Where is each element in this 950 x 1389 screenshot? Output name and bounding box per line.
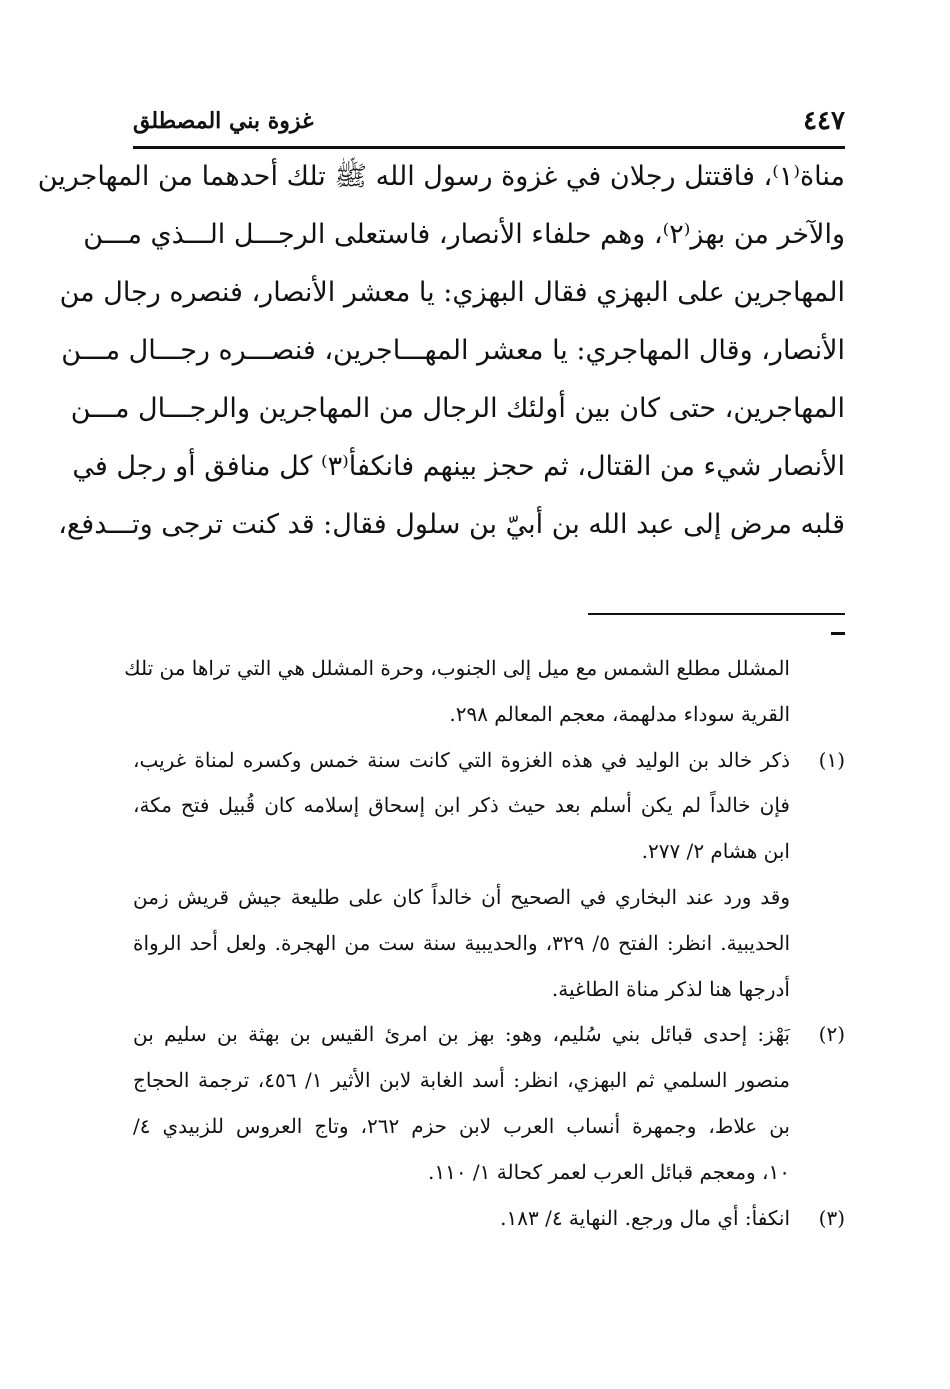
main-text-line: الأنصار، وقال المهاجري: يا معشر المهـــاجرين، فنصـــره رجـــال مـــن bbox=[61, 335, 845, 366]
footnote-marker: (٢) bbox=[818, 1022, 845, 1047]
footnote-line: فإن خالداً لم يكن أسلم بعد حيث ذكر ابن إسحاق إسلامه كان قُبيل فتح مكة، bbox=[133, 793, 790, 818]
footnote-3 bbox=[133, 1196, 845, 1242]
footnote-line: الحديبية. انظر: الفتح ٥/ ٣٢٩، والحديبية سنة ست من الهجرة. ولعل أحد الرواة bbox=[133, 930, 790, 955]
footnote-marker: (٣) bbox=[818, 1205, 845, 1230]
main-text bbox=[37, 148, 845, 554]
main-text-line: المهاجرين على البهزي فقال البهزي: يا معشر الأنصار، فنصره رجال من bbox=[59, 277, 845, 308]
footnote-marker: (١) bbox=[818, 747, 845, 772]
footnote-line: أدرجها هنا لذكر مناة الطاغية. bbox=[551, 976, 790, 1001]
footnote-line: ابن هشام ٢/ ٢٧٧. bbox=[641, 839, 790, 864]
main-text-line: الأنصار شيء من القتال، ثم حجز بينهم فانكفأ⁽٣⁾ كل منافق أو رجل في bbox=[72, 451, 845, 482]
footnote-line: ١٠، ومعجم قبائل العرب لعمر كحالة ١/ ١١٠. bbox=[427, 1159, 790, 1184]
page-header bbox=[133, 104, 845, 144]
footnote-line: ذكر خالد بن الوليد في هذه الغزوة التي كانت سنة خمس وكسره لمناة غريب، bbox=[133, 747, 790, 772]
main-text-line: مناة⁽١⁾، فاقتتل رجلان في غزوة رسول الله ﷺ تلك أحدهما من المهاجرين bbox=[37, 161, 845, 192]
footnote-line: انكفأ: أي مال ورجع. النهاية ٤/ ١٨٣. bbox=[500, 1205, 790, 1230]
main-text-line: والآخر من بهز⁽٢⁾، وهم حلفاء الأنصار، فاستعلى الرجـــل الـــذي مـــن bbox=[83, 219, 845, 250]
footnote-line: بَهْز: إحدى قبائل بني سُليم، وهو: بهز بن امرئ القيس بن بهثة بن سليم بن bbox=[133, 1022, 790, 1047]
running-title: غزوة بني المصطلق bbox=[133, 108, 314, 134]
footnote-separator bbox=[588, 613, 845, 615]
footnote-line: منصور السلمي ثم البهزي، انظر: أسد الغابة لابن الأثير ١/ ٤٥٦، ترجمة الحجاج bbox=[133, 1068, 790, 1093]
footnote-2 bbox=[133, 1012, 845, 1195]
main-text-line: قلبه مرض إلى عبد الله بن أبيّ بن سلول فقال: قد كنت ترجى وتـــدفع، bbox=[58, 509, 845, 540]
footnotes bbox=[124, 646, 845, 1241]
footnote-1 bbox=[133, 738, 845, 1013]
footnote-line: المشلل مطلع الشمس مع ميل إلى الجنوب، وحرة المشلل هي التي تراها من تلك bbox=[124, 656, 790, 680]
footnote-continuation bbox=[124, 646, 845, 738]
footnote-line: بن علاط، وجمهرة أنساب العرب لابن حزم ٢٦٢، وتاج العروس للزبيدي ٤/ bbox=[133, 1113, 790, 1138]
footnote-continuation-mark bbox=[831, 632, 845, 635]
page-number: ٤٤٧ bbox=[803, 106, 845, 136]
footnote-line: القرية سوداء مدلهمة، معجم المعالم ٢٩٨. bbox=[449, 701, 790, 726]
footnote-line: وقد ورد عند البخاري في الصحيح أن خالداً كان على طليعة جيش قريش زمن bbox=[133, 884, 790, 909]
main-text-line: المهاجرين، حتى كان بين أولئك الرجال من المهاجرين والرجـــال مـــن bbox=[70, 393, 845, 424]
